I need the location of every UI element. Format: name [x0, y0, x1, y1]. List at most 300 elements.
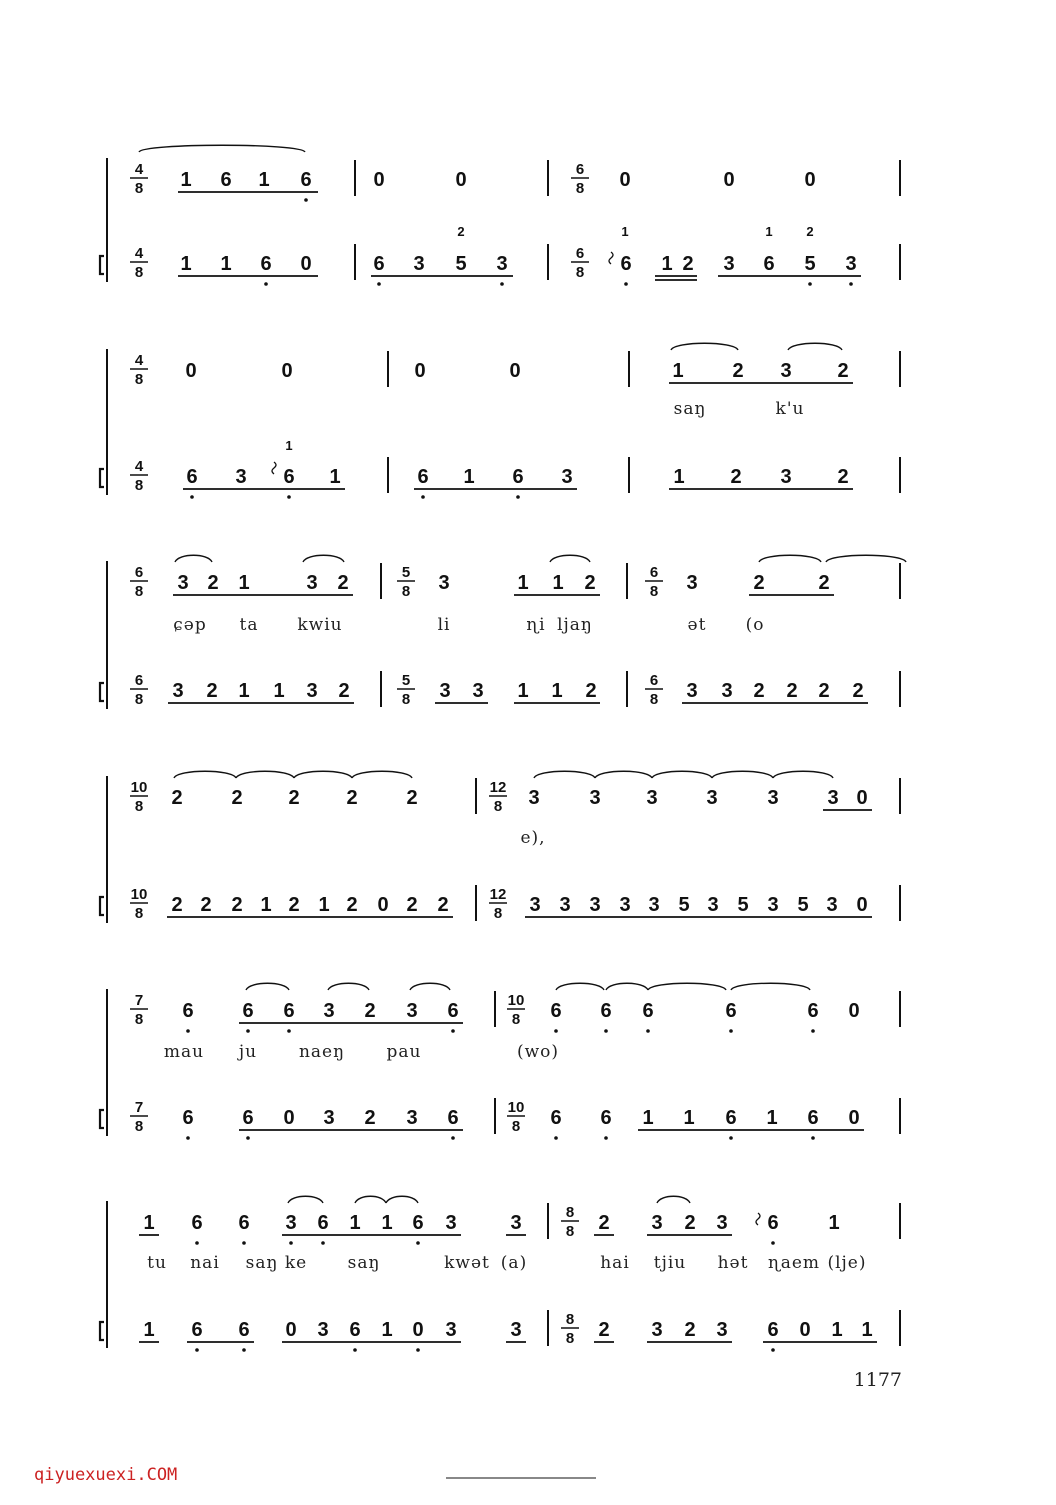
note: 1 [861, 1319, 873, 1341]
octave-dot [421, 495, 425, 499]
octave-dot [516, 495, 520, 499]
note: 6 [512, 466, 524, 488]
slur [671, 343, 738, 350]
octave-dot [246, 1136, 250, 1140]
note: 6 [763, 253, 775, 275]
lyric-syllable: ɳi [526, 615, 546, 635]
note: 3 [445, 1212, 457, 1234]
time-signature-numerator: 6 [649, 564, 659, 581]
note: 1 [238, 572, 250, 594]
octave-dot [287, 495, 291, 499]
note: 6 [767, 1212, 779, 1234]
octave-dot [289, 1241, 293, 1245]
time-signature-numerator: 8 [565, 1204, 575, 1221]
note: 3 [496, 253, 508, 275]
note: 3 [406, 1000, 418, 1022]
slur [386, 1196, 418, 1203]
note: 3 [472, 680, 484, 702]
octave-dot [624, 282, 628, 286]
note: 3 [529, 894, 541, 916]
octave-dot [195, 1348, 199, 1352]
time-signature-numerator: 6 [575, 161, 585, 178]
note: 1 [220, 253, 232, 275]
note: 3 [686, 572, 698, 594]
note: 0 [185, 360, 197, 382]
note: 2 [753, 680, 765, 702]
note: 2 [818, 572, 830, 594]
note: 3 [306, 572, 318, 594]
page-number: 1177 [853, 1369, 902, 1391]
note: 0 [848, 1107, 860, 1129]
note: 3 [561, 466, 573, 488]
lyric-syllable: ət [687, 615, 707, 635]
octave-dot [849, 282, 853, 286]
time-signature-denominator: 8 [134, 477, 144, 494]
note: 6 [238, 1319, 250, 1341]
time-signature-numerator: 4 [134, 161, 144, 178]
octave-dot [242, 1241, 246, 1245]
note: 3 [528, 787, 540, 809]
note: 3 [651, 1212, 663, 1234]
note: 0 [723, 169, 735, 191]
note: 3 [317, 1319, 329, 1341]
octave-dot [304, 198, 308, 202]
note: 3 [780, 360, 792, 382]
note: 1 [180, 169, 192, 191]
staff-brace [100, 683, 104, 701]
note: 1 [831, 1319, 843, 1341]
note: 1 [349, 1212, 361, 1234]
octave-dot [353, 1348, 357, 1352]
lyric-syllable: (wo) [516, 1042, 560, 1062]
note: 0 [412, 1319, 424, 1341]
note: 3 [651, 1319, 663, 1341]
slur [534, 771, 595, 778]
time-signature-denominator: 8 [575, 264, 585, 281]
time-signature-numerator: 7 [134, 992, 144, 1009]
staff-brace [100, 897, 104, 915]
note: 2 [852, 680, 864, 702]
time-signature-numerator: 6 [134, 564, 144, 581]
grace-note: 1 [621, 224, 629, 239]
note: 0 [285, 1319, 297, 1341]
octave-dot [451, 1136, 455, 1140]
note: 6 [447, 1000, 459, 1022]
note: 6 [600, 1000, 612, 1022]
slur [303, 555, 344, 562]
note: 6 [807, 1000, 819, 1022]
time-signature-denominator: 8 [493, 798, 503, 815]
note: 1 [143, 1319, 155, 1341]
time-signature-numerator: 6 [134, 672, 144, 689]
octave-dot [554, 1029, 558, 1033]
octave-dot [242, 1348, 246, 1352]
note: 6 [550, 1107, 562, 1129]
time-signature-numerator: 12 [489, 886, 507, 903]
watermark-text: qiyuexuexi.COM [34, 1465, 178, 1485]
note: 3 [510, 1212, 522, 1234]
note: 3 [648, 894, 660, 916]
note: 2 [206, 680, 218, 702]
time-signature-denominator: 8 [134, 1118, 144, 1135]
lyric-syllable: ju [238, 1042, 258, 1062]
lyric-syllable: kwiu [297, 615, 343, 635]
note: 2 [584, 572, 596, 594]
lyric-syllable: k'u [775, 399, 805, 419]
time-signature-denominator: 8 [401, 583, 411, 600]
grace-note: 2 [806, 224, 814, 239]
note: 2 [231, 787, 243, 809]
octave-dot [808, 282, 812, 286]
lyric-syllable: hət [717, 1253, 749, 1273]
lyric-syllable: saŋ [245, 1253, 279, 1273]
slur [246, 983, 289, 990]
octave-dot [811, 1136, 815, 1140]
note: 3 [559, 894, 571, 916]
note: 3 [323, 1107, 335, 1129]
time-signature-numerator: 8 [565, 1311, 575, 1328]
note: 3 [285, 1212, 297, 1234]
note: 0 [377, 894, 389, 916]
time-signature-denominator: 8 [134, 583, 144, 600]
note: 2 [598, 1212, 610, 1234]
slur [648, 983, 726, 990]
octave-dot [377, 282, 381, 286]
note: 6 [260, 253, 272, 275]
note: 2 [730, 466, 742, 488]
note: 3 [767, 787, 779, 809]
note: 6 [417, 466, 429, 488]
time-signature-denominator: 8 [401, 691, 411, 708]
slur [288, 1196, 323, 1203]
note: 1 [381, 1319, 393, 1341]
octave-dot [729, 1029, 733, 1033]
note: 2 [818, 680, 830, 702]
time-signature-denominator: 8 [134, 264, 144, 281]
note: 1 [381, 1212, 393, 1234]
octave-dot [646, 1029, 650, 1033]
note: 3 [510, 1319, 522, 1341]
octave-dot [604, 1029, 608, 1033]
note: 3 [706, 787, 718, 809]
time-signature-numerator: 10 [507, 992, 525, 1009]
note: 3 [438, 572, 450, 594]
note: 3 [707, 894, 719, 916]
grace-note: 1 [285, 438, 293, 453]
note: 6 [447, 1107, 459, 1129]
note: 2 [585, 680, 597, 702]
octave-dot [287, 1029, 291, 1033]
note: 6 [238, 1212, 250, 1234]
note: 5 [455, 253, 467, 275]
note: 6 [767, 1319, 779, 1341]
lyric-syllable: kwət [444, 1253, 490, 1273]
note: 1 [551, 680, 563, 702]
octave-dot [451, 1029, 455, 1033]
grace-note: 2 [457, 224, 465, 239]
lyric-syllable: tu [147, 1253, 167, 1273]
time-signature-numerator: 7 [134, 1099, 144, 1116]
ornament-mark [756, 1213, 760, 1225]
lyric-syllable: (o [745, 615, 765, 635]
note: 2 [364, 1107, 376, 1129]
lyric-syllable: ɕəp [173, 615, 207, 635]
slur [294, 771, 352, 778]
note: 6 [373, 253, 385, 275]
octave-dot [771, 1241, 775, 1245]
note: 1 [273, 680, 285, 702]
note: 0 [509, 360, 521, 382]
time-signature-denominator: 8 [511, 1118, 521, 1135]
note: 6 [620, 253, 632, 275]
octave-dot [554, 1136, 558, 1140]
lyric-syllable: hai [600, 1253, 630, 1273]
lyric-syllable: ljaŋ [557, 615, 593, 635]
octave-dot [195, 1241, 199, 1245]
slur [355, 1196, 386, 1203]
note: 2 [682, 253, 694, 275]
note: 2 [732, 360, 744, 382]
lyric-syllable: nai [190, 1253, 220, 1273]
time-signature-numerator: 10 [507, 1099, 525, 1116]
slur [139, 145, 305, 152]
slur [606, 983, 648, 990]
note: 1 [517, 680, 529, 702]
slur [759, 555, 821, 562]
note: 1 [683, 1107, 695, 1129]
note: 1 [552, 572, 564, 594]
note: 3 [827, 787, 839, 809]
note: 2 [406, 894, 418, 916]
slur [712, 771, 773, 778]
time-signature-denominator: 8 [134, 371, 144, 388]
note: 1 [238, 680, 250, 702]
note: 0 [848, 1000, 860, 1022]
note: 6 [300, 169, 312, 191]
lyric-syllable: mau [163, 1042, 205, 1062]
grace-note: 1 [765, 224, 773, 239]
note: 2 [231, 894, 243, 916]
note: 6 [725, 1107, 737, 1129]
note: 0 [804, 169, 816, 191]
lyric-syllable: (lje) [827, 1253, 867, 1273]
note: 2 [207, 572, 219, 594]
staff-brace [100, 469, 104, 487]
time-signature-denominator: 8 [565, 1223, 575, 1240]
note: 2 [753, 572, 765, 594]
note: 2 [346, 787, 358, 809]
octave-dot [186, 1136, 190, 1140]
note: 1 [463, 466, 475, 488]
time-signature-denominator: 8 [493, 905, 503, 922]
note: 3 [767, 894, 779, 916]
time-signature-denominator: 8 [565, 1330, 575, 1347]
note: 3 [413, 253, 425, 275]
note: 6 [317, 1212, 329, 1234]
octave-dot [416, 1241, 420, 1245]
note: 5 [804, 253, 816, 275]
lyric-syllable: saŋ [673, 399, 707, 419]
note: 3 [589, 894, 601, 916]
note: 3 [172, 680, 184, 702]
note: 6 [191, 1212, 203, 1234]
slur [174, 771, 236, 778]
slur [352, 771, 412, 778]
note: 3 [721, 680, 733, 702]
note: 2 [288, 787, 300, 809]
lyric-syllable: ke [284, 1253, 308, 1273]
note: 6 [642, 1000, 654, 1022]
octave-dot [190, 495, 194, 499]
time-signature-numerator: 5 [401, 672, 411, 689]
note: 2 [837, 466, 849, 488]
slur [410, 983, 450, 990]
note: 3 [177, 572, 189, 594]
note: 0 [856, 894, 868, 916]
note: 0 [414, 360, 426, 382]
slur [595, 771, 652, 778]
time-signature-denominator: 8 [575, 180, 585, 197]
slur [556, 983, 604, 990]
time-signature-denominator: 8 [649, 583, 659, 600]
lyric-syllable: pau [386, 1042, 422, 1062]
note: 0 [281, 360, 293, 382]
note: 6 [186, 466, 198, 488]
octave-dot [246, 1029, 250, 1033]
slur [652, 771, 712, 778]
note: 3 [589, 787, 601, 809]
octave-dot [416, 1348, 420, 1352]
note: 2 [171, 787, 183, 809]
note: 1 [517, 572, 529, 594]
time-signature-denominator: 8 [511, 1011, 521, 1028]
note: 3 [406, 1107, 418, 1129]
time-signature-numerator: 10 [130, 886, 148, 903]
note: 1 [672, 360, 684, 382]
note: 3 [646, 787, 658, 809]
lyric-syllable: (a) [500, 1253, 528, 1273]
note: 2 [684, 1212, 696, 1234]
time-signature-denominator: 8 [134, 180, 144, 197]
ornament-mark [272, 462, 276, 474]
ornament-mark [609, 252, 613, 264]
time-signature-denominator: 8 [134, 798, 144, 815]
note: 3 [716, 1319, 728, 1341]
octave-dot [811, 1029, 815, 1033]
note: 0 [283, 1107, 295, 1129]
note: 1 [642, 1107, 654, 1129]
time-signature-numerator: 4 [134, 458, 144, 475]
note: 3 [323, 1000, 335, 1022]
note: 3 [686, 680, 698, 702]
note: 1 [180, 253, 192, 275]
note: 2 [406, 787, 418, 809]
note: 2 [171, 894, 183, 916]
time-signature-numerator: 5 [401, 564, 411, 581]
note: 1 [673, 466, 685, 488]
note: 1 [828, 1212, 840, 1234]
note: 6 [283, 1000, 295, 1022]
note: 6 [807, 1107, 819, 1129]
note: 0 [373, 169, 385, 191]
note: 0 [455, 169, 467, 191]
time-signature-denominator: 8 [649, 691, 659, 708]
octave-dot [604, 1136, 608, 1140]
lyric-syllable: li [437, 615, 451, 635]
octave-dot [729, 1136, 733, 1140]
note: 3 [826, 894, 838, 916]
note: 6 [191, 1319, 203, 1341]
slur [236, 771, 294, 778]
slur [175, 555, 212, 562]
slur [773, 771, 833, 778]
note: 2 [200, 894, 212, 916]
note: 6 [412, 1212, 424, 1234]
octave-dot [771, 1348, 775, 1352]
note: 5 [737, 894, 749, 916]
note: 6 [182, 1000, 194, 1022]
note: 2 [786, 680, 798, 702]
slur [328, 983, 369, 990]
lyric-syllable: ɳaem [767, 1253, 821, 1273]
note: 5 [678, 894, 690, 916]
note: 3 [723, 253, 735, 275]
note: 6 [242, 1000, 254, 1022]
time-signature-numerator: 10 [130, 779, 148, 796]
slur [788, 343, 842, 350]
note: 0 [619, 169, 631, 191]
note: 2 [837, 360, 849, 382]
note: 2 [437, 894, 449, 916]
slur [657, 1196, 690, 1203]
note: 3 [235, 466, 247, 488]
note: 3 [780, 466, 792, 488]
time-signature-numerator: 6 [649, 672, 659, 689]
note: 2 [598, 1319, 610, 1341]
time-signature-denominator: 8 [134, 1011, 144, 1028]
note: 5 [797, 894, 809, 916]
slur [826, 555, 906, 562]
lyric-syllable: ta [239, 615, 259, 635]
note: 1 [329, 466, 341, 488]
note: 0 [799, 1319, 811, 1341]
note: 6 [242, 1107, 254, 1129]
note: 3 [445, 1319, 457, 1341]
note: 2 [337, 572, 349, 594]
octave-dot [264, 282, 268, 286]
note: 3 [716, 1212, 728, 1234]
time-signature-numerator: 12 [489, 779, 507, 796]
note: 3 [619, 894, 631, 916]
note: 6 [550, 1000, 562, 1022]
octave-dot [186, 1029, 190, 1033]
octave-dot [321, 1241, 325, 1245]
staff-brace [100, 256, 104, 274]
time-signature-denominator: 8 [134, 691, 144, 708]
note: 1 [258, 169, 270, 191]
note: 1 [318, 894, 330, 916]
time-signature-numerator: 4 [134, 352, 144, 369]
note: 6 [182, 1107, 194, 1129]
note: 6 [283, 466, 295, 488]
note: 1 [661, 253, 673, 275]
note: 2 [684, 1319, 696, 1341]
note: 6 [600, 1107, 612, 1129]
staff-brace [100, 1110, 104, 1128]
note: 2 [338, 680, 350, 702]
staff-brace [100, 1322, 104, 1340]
time-signature-denominator: 8 [134, 905, 144, 922]
